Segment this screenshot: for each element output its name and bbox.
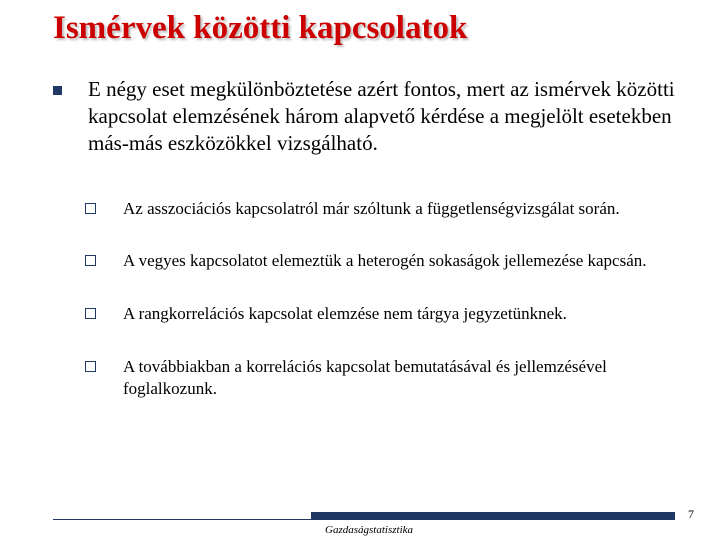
- sub-bullet-text: A továbbiakban a korrelációs kapcsolat bemutatásával és jellemzésével foglalkozunk.: [123, 357, 607, 398]
- sub-bullet-text: A vegyes kapcsolatot elemeztük a heterogén sokaságok jellemezése kapcsán.: [123, 251, 647, 270]
- main-bullet-text: E négy eset megkülönböztetése azért fontos, mert az ismérvek közötti kapcsolat elemzésének három alapvető kérdése a megjelölt esetekben más-más eszközökkel vizsgálható.: [88, 77, 675, 155]
- hollow-square-bullet-icon: [85, 203, 96, 214]
- sub-bullet-text: A rangkorrelációs kapcsolat elemzése nem tárgya jegyzetünknek.: [123, 304, 567, 323]
- hollow-square-bullet-icon: [85, 308, 96, 319]
- sub-bullet-text: Az asszociációs kapcsolatról már szóltunk a függetlenségvizsgálat során.: [123, 199, 620, 218]
- footer-label: Gazdaságstatisztika: [325, 524, 414, 536]
- hollow-square-bullet-icon: [85, 255, 96, 266]
- hollow-square-bullet-icon: [85, 361, 96, 372]
- page-number: 7: [688, 507, 694, 521]
- square-bullet-icon: [53, 86, 62, 95]
- footer-divider-line: [53, 519, 311, 520]
- slide-title: Ismérvek közötti kapcsolatok: [53, 10, 468, 46]
- footer-accent-bar: [311, 512, 675, 520]
